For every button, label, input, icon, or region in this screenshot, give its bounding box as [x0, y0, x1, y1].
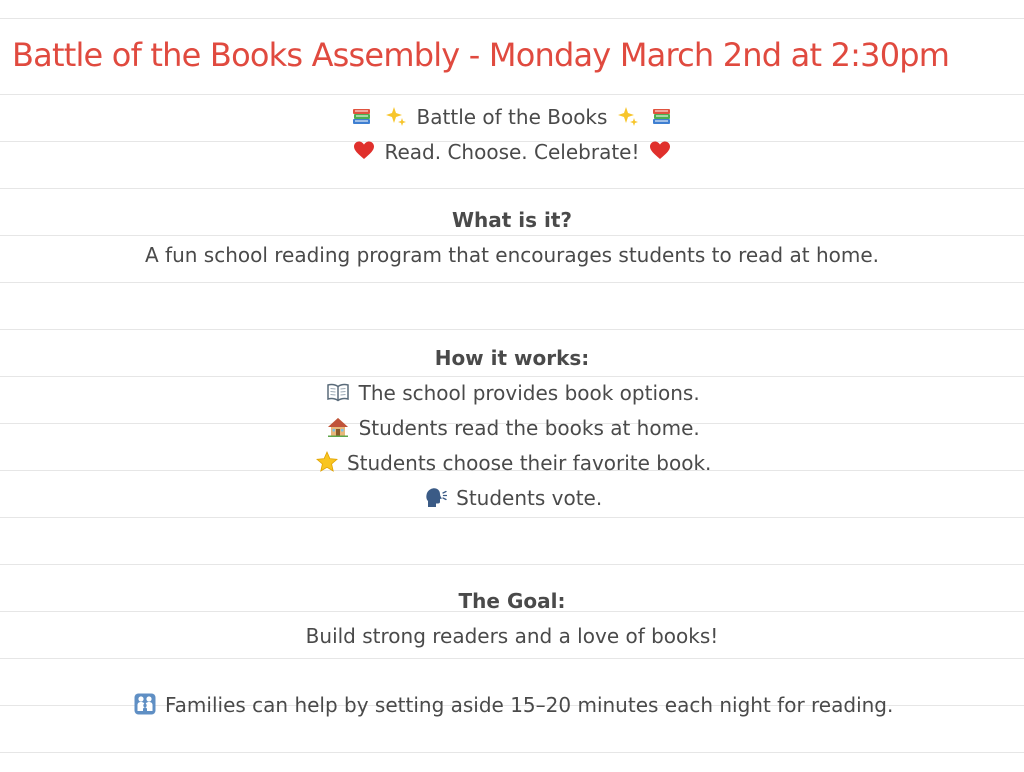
rule-line [0, 517, 1024, 518]
rule-line [0, 94, 1024, 95]
rule-line [0, 329, 1024, 330]
intro-heading: Battle of the Books [416, 105, 608, 129]
rule-line [0, 235, 1024, 236]
how-step [0, 484, 1024, 512]
how-step [0, 449, 1024, 477]
heart-icon [353, 140, 375, 162]
page-title: Battle of the Books Assembly - Monday March 2nd at 2:30pm [12, 36, 950, 74]
heart-icon [649, 140, 671, 162]
sparkles-icon [617, 105, 639, 127]
star-icon [316, 451, 338, 473]
families-text: Families can help by setting aside 15–20 minutes each night for reading. [165, 693, 894, 717]
rule-line [0, 282, 1024, 283]
books-icon [651, 105, 673, 127]
how-heading: How it works: [434, 346, 590, 370]
how-step-text: Students choose their favorite book. [346, 451, 712, 475]
how-step-text: Students vote. [456, 486, 603, 510]
intro-heading-line [0, 103, 1024, 131]
families-line [0, 691, 1024, 719]
how-step [0, 379, 1024, 407]
rule-line [0, 564, 1024, 565]
how-step [0, 414, 1024, 442]
family-icon [134, 693, 156, 715]
rule-line [0, 188, 1024, 189]
rule-line [0, 376, 1024, 377]
rule-line [0, 18, 1024, 19]
goal-text: Build strong readers and a love of books! [305, 624, 719, 648]
books-icon [351, 105, 373, 127]
speaking-head-icon [425, 486, 447, 508]
how-step-text: The school provides book options. [358, 381, 700, 405]
rule-line [0, 752, 1024, 753]
what-heading: What is it? [451, 208, 573, 232]
what-text: A fun school reading program that encourages students to read at home. [144, 243, 879, 267]
intro-tagline-line [0, 138, 1024, 166]
open-book-icon [327, 381, 349, 403]
house-icon [327, 416, 349, 438]
rule-line [0, 658, 1024, 659]
how-step-text: Students read the books at home. [358, 416, 700, 440]
intro-tagline: Read. Choose. Celebrate! [384, 140, 640, 164]
goal-heading: The Goal: [458, 589, 566, 613]
sparkles-icon [385, 105, 407, 127]
